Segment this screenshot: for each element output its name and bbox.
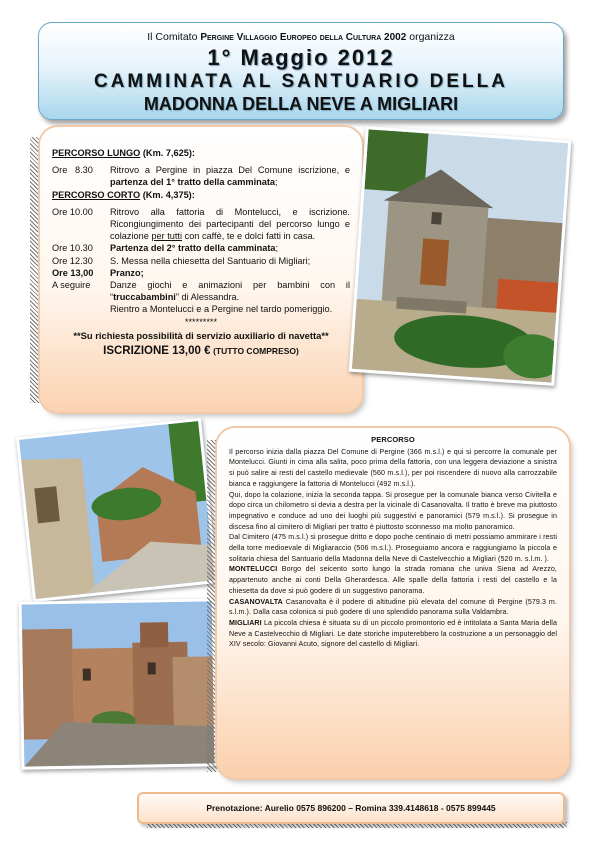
schedule-row: Ore 12.30 S. Messa nella chiesetta del Santuario di Migliari; xyxy=(52,255,311,266)
separator-stars: ********* xyxy=(184,316,218,327)
route-description-box xyxy=(217,428,569,778)
montelucci-paragraph: MONTELUCCI Borgo del seicento sorto lungo la strada romana che univa Siena ad Arezzo, appartenuto anche ai conti Della Gherardesca. Alle spalle della fattoria i resti del castello e la chiesetta da dove si può godere di un suggestivo panorama. xyxy=(229,565,557,595)
organizer-name: Pergine Villaggio Europeo della Cultura 2002 xyxy=(200,32,407,43)
event-header xyxy=(38,22,564,120)
organizer-line xyxy=(39,31,563,43)
casanovalta-paragraph: CASANOVALTA Casanovalta è il podere di altitudine più elevata del comune di Pergine (579.3 m. s.l.m.). Dalla casa colonica si può godere di uno splendido panorama sulla Valdambra. xyxy=(229,597,557,617)
event-title-line1: CAMMINATA AL SANTUARIO DELLA xyxy=(93,71,508,92)
event-date: 1° Maggio 2012 xyxy=(207,45,395,70)
route-title: PERCORSO xyxy=(371,435,415,444)
chapel-illustration xyxy=(352,129,568,382)
program-box xyxy=(40,127,362,412)
navetta-note: **Su richiesta possibilità di servizio auxiliario di navetta** xyxy=(73,329,329,341)
percorso-lungo-heading: PERCORSO LUNGO (Km. 7,625): xyxy=(52,148,195,158)
schedule-row: Ore 8.30 Ritrovo a Pergine in piazza Del Comune iscrizione, e partenza del 1° tratto della camminata; xyxy=(52,165,350,188)
route-paragraph: Il percorso inizia dalla piazza Del Comune di Pergine (366 m.s.l.) e qui si percorre la comunale per Montelucci. Giunti in cima alla salita, poco prima della fattoria, con una leggera deviazione a sinistra si può salire ai resti del castello medievale (560 m.s.l.), per poi riscendere di nuovo alla carrozzabile bianca e raggiungere la fattoria di Montelucci (492 m.s.l.). xyxy=(229,447,557,488)
chapel-photo xyxy=(349,126,572,386)
schedule-row: Ore 10.30 Partenza del 2° tratto della camminata; xyxy=(52,243,279,254)
borgo-illustration xyxy=(22,601,215,766)
village-street-illustration xyxy=(19,421,215,599)
booking-contacts: Prenotazione: Aurelio 0575 896200 – Romina 339.4148618 - 0575 899445 xyxy=(137,792,565,824)
organizer-prefix: Il Comitato xyxy=(147,31,198,43)
migliari-paragraph: MIGLIARI La piccola chiesa è situata su di un piccolo promontorio ed è intitolata a Santa Maria della Neve a Castelvecchio di Migliari. Le date storiche imputerebbero la costruzione a un personaggio del XIV secolo: Giovanni Acuto, signore del castello di Migliari. xyxy=(229,618,558,649)
schedule-row: Ore 10.00 Ritrovo alla fattoria di Montelucci, e iscrizione. Ricongiungimento dei partecipanti del percorso lungo e colazione per tutti con caffè, te e dolci fatti in casa. xyxy=(52,206,350,242)
event-title-line2: MADONNA DELLA NEVE A MIGLIARI xyxy=(143,94,459,114)
schedule-row: Ore 13,00 Pranzo; xyxy=(52,267,144,278)
schedule-row: Rientro a Montelucci e a Pergine nel tardo pomeriggio. xyxy=(110,304,333,315)
borgo-photo xyxy=(19,598,218,769)
percorso-corto-heading: PERCORSO CORTO (Km. 4,375): xyxy=(52,189,195,200)
route-paragraph: Dal Cimitero (475 m.s.l.) si prosegue dritto e dopo poche centinaio di metri possiamo ammirare i resti della torre medioevale di Migliaraccio (506 m.s.l.). Proseguiamo ancora e raggiungiamo la piccola e solitaria chiesa del Santuario della Madonna della Neve di Castelvecchio a Migliari (520 m. s.l.m. ). xyxy=(229,533,557,563)
registration-fee: ISCRIZIONE 13,00 € (TUTTO COMPRESO) xyxy=(103,345,299,358)
route-paragraph: Qui, dopo la colazione, inizia la seconda tappa. Si prosegue per la comunale bianca verso Civitella e dopo circa un chilometro si devia a destra per la vicinale di Casanovalta. Il tratto è breve ma piuttosto impegnativo e conduce ad uno dei luoghi più suggestivi e panoramici (579 m.s.l.). Si prosegue in discesa fino al cimitero di Migliari per tratto è piuttosto sconnesso ma molto panoramico. xyxy=(229,490,557,531)
village-street-photo xyxy=(16,418,218,603)
organizer-suffix: organizza xyxy=(409,31,455,43)
box-shadow-pattern xyxy=(207,440,217,772)
box-shadow-pattern xyxy=(30,137,40,403)
schedule-row: A seguire Danze giochi e animazioni per bambini con il “truccabambini” di Alessandra. xyxy=(52,280,350,303)
